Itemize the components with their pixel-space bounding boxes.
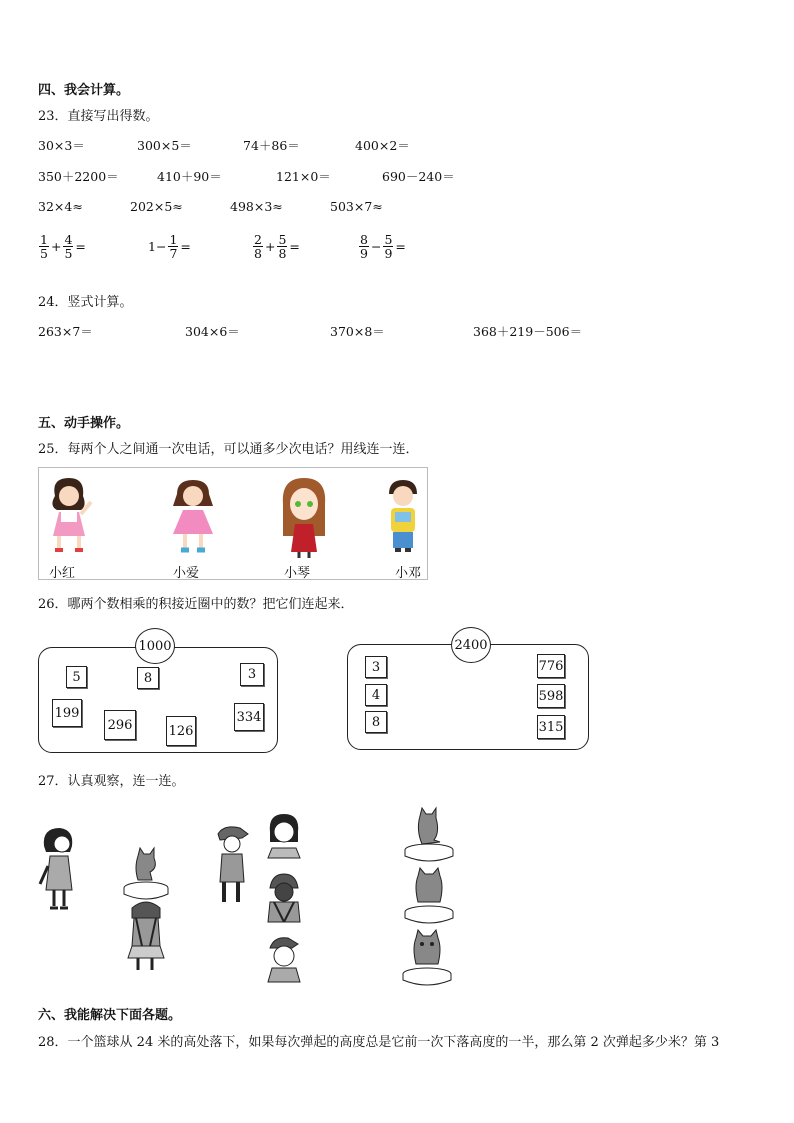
number-box[interactable]: 126	[166, 716, 196, 746]
number-box[interactable]: 199	[52, 699, 82, 727]
estimate-item: 503×7≈	[330, 199, 383, 214]
calc-item: 690－240＝	[382, 169, 455, 184]
vertical-calc-item: 304×6＝	[185, 324, 240, 339]
boy-cap-front-illustration	[266, 934, 302, 984]
name-label: 小邓	[395, 566, 422, 581]
calc-item: 74＋86＝	[243, 138, 300, 153]
section-title-calc: 四、我会计算。	[38, 83, 130, 98]
estimate-item: 498×3≈	[230, 199, 283, 214]
number-box[interactable]: 334	[234, 703, 264, 731]
number-box[interactable]: 5	[66, 666, 87, 688]
cat-on-stand-back-illustration	[400, 866, 458, 928]
vertical-calc-item: 368＋219－506＝	[473, 324, 583, 339]
calc-item: 300×5＝	[137, 138, 192, 153]
calc-item: 400×2＝	[355, 138, 410, 153]
girl-xiaoai-illustration	[167, 476, 219, 560]
number-box[interactable]: 315	[537, 715, 565, 739]
target-circle-2400: 2400	[451, 627, 491, 663]
number-box[interactable]: 3	[365, 656, 387, 678]
cat-on-stand-front-illustration	[398, 928, 456, 990]
estimate-item: 202×5≈	[130, 199, 183, 214]
number-box[interactable]: 776	[537, 654, 565, 678]
number-box[interactable]: 598	[537, 684, 565, 708]
girl-xiaoqin-illustration	[277, 474, 331, 560]
fraction-expression-3: 2 8 + $\frac{5}{8}$ =	[254, 232, 300, 261]
girl-xiaohong-illustration	[41, 472, 97, 558]
boy-cap-side-illustration	[212, 824, 252, 908]
number-box[interactable]: 3	[240, 663, 264, 686]
boy-xiaodeng-illustration	[381, 476, 425, 560]
vertical-calc-item: 370×8＝	[330, 324, 385, 339]
calc-item: 121×0＝	[276, 169, 331, 184]
fraction-expression-2: 1− $\frac{1}{7}$ =	[148, 232, 191, 261]
calc-item: 350＋2200＝	[38, 169, 119, 184]
girl-watching-cat-illustration	[120, 846, 172, 976]
section-title-problems: 六、我能解决下面各题。	[38, 1008, 182, 1023]
cat-on-stand-top-illustration	[400, 806, 458, 866]
child-back-view-illustration	[266, 872, 302, 924]
target-circle-1000: 1000	[135, 628, 175, 664]
calc-item: 30×3＝	[38, 138, 85, 153]
number-box[interactable]: 8	[365, 711, 387, 733]
kids-picture-panel	[38, 467, 428, 580]
question-27: 27．认真观察，连一连。	[38, 774, 185, 789]
question-26: 26．哪两个数相乘的积接近圈中的数？把它们连起来．	[38, 597, 354, 612]
number-box[interactable]: 8	[137, 667, 159, 689]
question-23: 23．直接写出得数。	[38, 109, 159, 124]
vertical-calc-item: 263×7＝	[38, 324, 93, 339]
name-label: 小琴	[284, 566, 311, 581]
number-box[interactable]: 296	[104, 710, 136, 740]
fraction-expression-4: 8 9 − $\frac{5}{9}$ =	[360, 232, 406, 261]
name-label: 小爱	[173, 566, 200, 581]
question-25: 25．每两个人之间通一次电话，可以通多少次电话？用线连一连．	[38, 442, 419, 457]
calc-item: 410＋90＝	[157, 169, 222, 184]
number-box[interactable]: 4	[365, 684, 387, 706]
name-label: 小红	[49, 566, 76, 581]
girl-side-view-illustration	[36, 826, 82, 912]
estimate-item: 32×4≈	[38, 199, 83, 214]
question-24: 24．竖式计算。	[38, 295, 133, 310]
girl-front-face-illustration	[266, 812, 302, 860]
fraction-expression-1: 1 5 + $\frac{4}{5}$ =	[40, 232, 86, 261]
question-28: 28．一个篮球从 24 米的高处落下，如果每次弹起的高度总是它前一次下落高度的一半，那么第 2 次弹起多少米？第 3	[38, 1035, 720, 1050]
section-title-hands-on: 五、动手操作。	[38, 416, 130, 431]
